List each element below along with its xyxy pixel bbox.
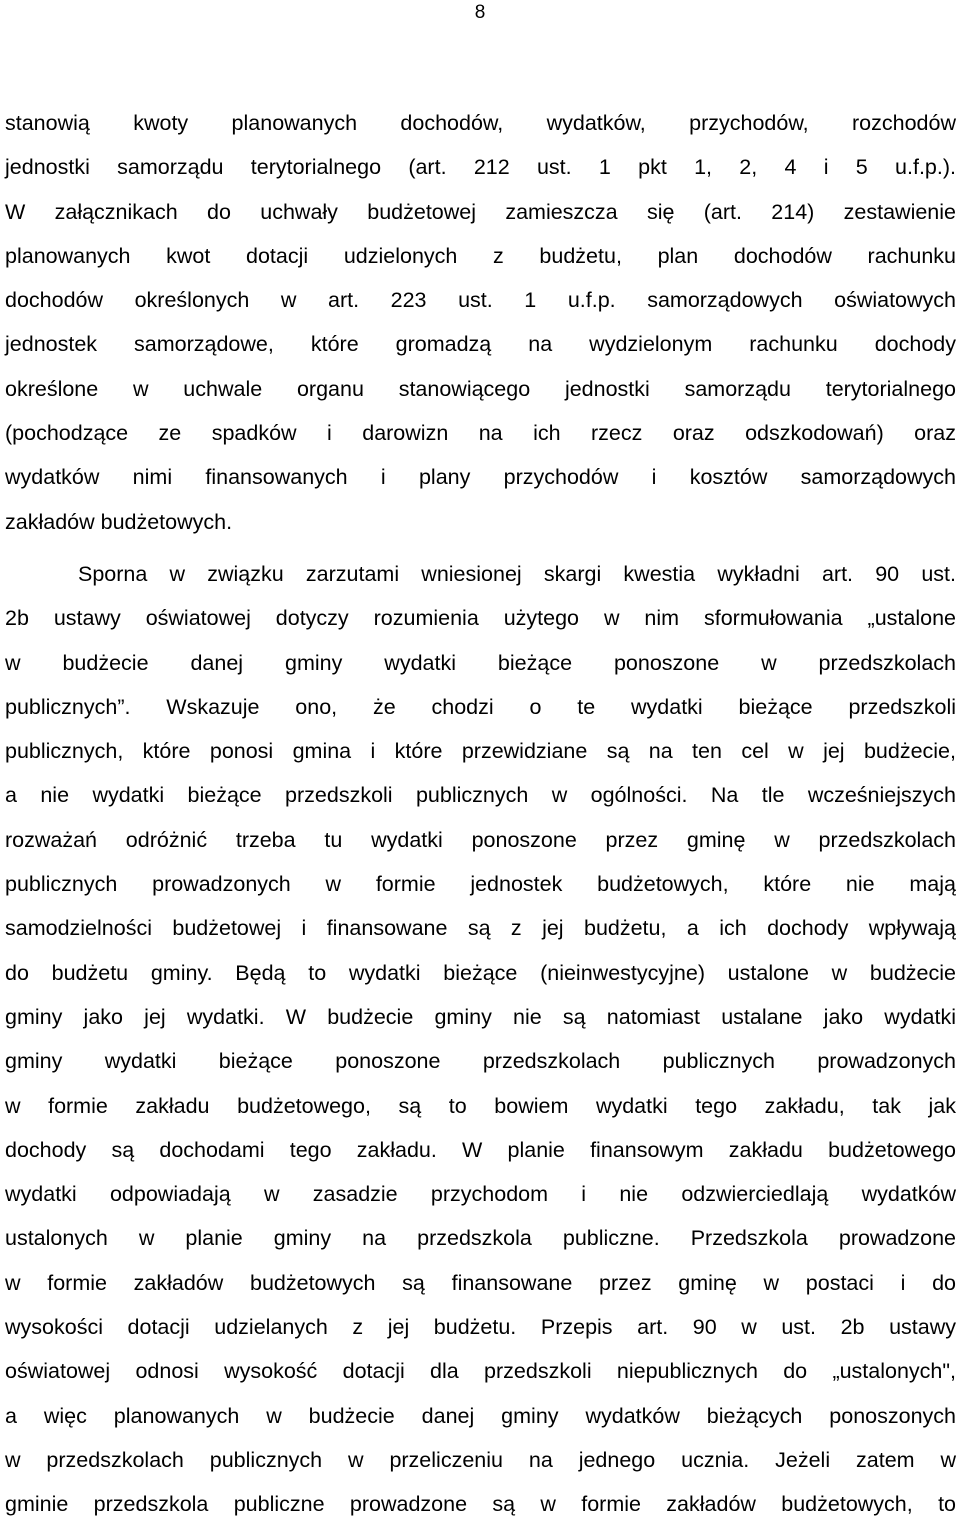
text-line: określone w uchwale organu stanowiącego jednostki samorządu terytorialnego <box>5 376 956 401</box>
text-line: ustalonych w planie gminy na przedszkola publiczne. Przedszkola prowadzone <box>5 1226 956 1251</box>
text-line: W załącznikach do uchwały budżetowej zamieszcza się (art. 214) zestawienie <box>5 199 956 224</box>
text-line: (pochodzące ze spadków i darowizn na ich rzecz oraz odszkodowań) oraz <box>5 421 956 446</box>
text-line: jednostek samorządowe, które gromadzą na wydzielonym rachunku dochody <box>5 332 956 357</box>
text-line: wydatków nimi finansowanych i plany przychodów i kosztów samorządowych <box>5 465 956 490</box>
text-line: planowanych kwot dotacji udzielonych z budżetu, plan dochodów rachunku <box>5 243 956 268</box>
text-line: Sporna w związku zarzutami wniesionej skargi kwestia wykładni art. 90 ust. <box>78 561 956 586</box>
document-body <box>5 101 956 1527</box>
text-line: gminy jako jej wydatki. W budżecie gminy nie są natomiast ustalane jako wydatki <box>5 1004 956 1029</box>
page-number: 8 <box>474 2 486 23</box>
text-line: publicznych prowadzonych w formie jednostek budżetowych, które nie mają <box>5 872 956 897</box>
text-line: gminy wydatki bieżące ponoszone przedszkolach publicznych prowadzonych <box>5 1049 956 1074</box>
text-line: gminie przedszkola publiczne prowadzone są w formie zakładów budżetowych, to <box>5 1492 956 1517</box>
text-line: w formie zakładów budżetowych są finansowane przez gminę w postaci i do <box>5 1270 956 1295</box>
text-line: rozważań odróżnić trzeba tu wydatki ponoszone przez gminę w przedszkolach <box>5 827 956 852</box>
text-line: do budżetu gminy. Będą to wydatki bieżące (nieinwestycyjne) ustalone w budżecie <box>5 960 956 985</box>
text-line: w przedszkolach publicznych w przeliczeniu na jednego ucznia. Jeżeli zatem w <box>5 1447 956 1472</box>
text-line: zakładów budżetowych. <box>5 509 233 534</box>
text-line: 2b ustawy oświatowej dotyczy rozumienia użytego w nim sformułowania „ustalone <box>5 606 956 631</box>
text-line: w budżecie danej gminy wydatki bieżące ponoszone w przedszkolach <box>5 650 956 675</box>
text-line: publicznych, które ponosi gmina i które przewidziane są na ten cel w jej budżecie, <box>5 739 956 764</box>
text-line: samodzielności budżetowej i finansowane są z jej budżetu, a ich dochody wpływają <box>5 916 956 941</box>
text-line: oświatowej odnosi wysokość dotacji dla przedszkoli niepublicznych do „ustalonych", <box>5 1359 956 1384</box>
paragraph-2 <box>5 552 956 1527</box>
text-line: a nie wydatki bieżące przedszkoli publicznych w ogólności. Na tle wcześniejszych <box>5 783 956 808</box>
text-line: dochodów określonych w art. 223 ust. 1 u.f.p. samorządowych oświatowych <box>5 288 956 313</box>
text-line: w formie zakładu budżetowego, są to bowiem wydatki tego zakładu, tak jak <box>5 1093 956 1118</box>
text-line: jednostki samorządu terytorialnego (art. 212 ust. 1 pkt 1, 2, 4 i 5 u.f.p.). <box>5 155 956 180</box>
text-line: wysokości dotacji udzielanych z jej budżetu. Przepis art. 90 w ust. 2b ustawy <box>5 1315 956 1340</box>
text-line: publicznych”. Wskazuje ono, że chodzi o te wydatki bieżące przedszkoli <box>5 694 956 719</box>
text-line: wydatki odpowiadają w zasadzie przychodom i nie odzwierciedlają wydatków <box>5 1182 956 1207</box>
text-line: a więc planowanych w budżecie danej gminy wydatków bieżących ponoszonych <box>5 1403 956 1428</box>
text-line: dochody są dochodami tego zakładu. W planie finansowym zakładu budżetowego <box>5 1137 956 1162</box>
paragraph-1 <box>5 101 956 544</box>
text-line: stanowią kwoty planowanych dochodów, wydatków, przychodów, rozchodów <box>5 111 956 135</box>
